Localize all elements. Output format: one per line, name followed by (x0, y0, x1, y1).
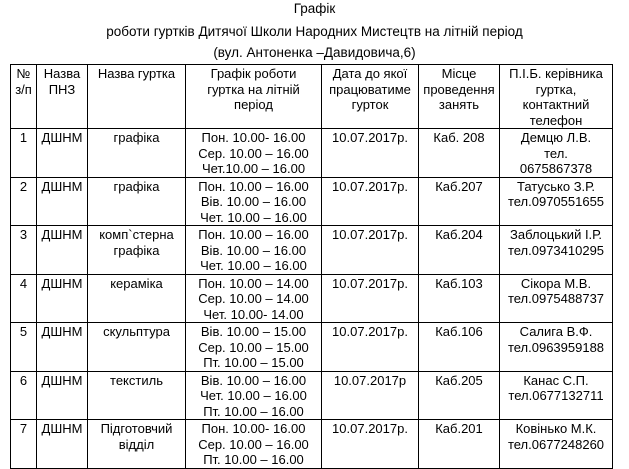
header-text-line: з/п (15, 81, 32, 97)
column-header-schedule (186, 65, 322, 129)
cell-institution: ДШНМ (37, 177, 88, 226)
cell-location: Каб.205 (419, 371, 500, 420)
cell-leader-line: Канас С.П. (523, 372, 589, 388)
cell-institution: ДШНМ (37, 371, 88, 420)
cell-club-name-line: текстиль (110, 372, 163, 388)
cell-schedule-line: Вів. 10.00 – 16.00 (200, 372, 307, 388)
cell-leader-line: тел.0677132711 (508, 388, 604, 403)
header-text-line: працюватиме (329, 81, 411, 97)
cell-leader-line: Заблоцький І.Р. (510, 227, 602, 242)
table-body (11, 129, 613, 469)
cell-location: Каб.204 (419, 226, 500, 275)
column-header-number (11, 65, 37, 129)
cell-leader-line: тел.0975488737 (507, 291, 605, 306)
table-row (11, 129, 613, 178)
table-row (11, 371, 613, 420)
cell-institution: ДШНМ (37, 226, 88, 275)
header-text-line: Дата до якої (332, 66, 408, 81)
cell-schedule-line: Чет.10.00 – 16.00 (201, 161, 306, 176)
cell-institution: ДШНМ (37, 323, 88, 372)
column-header-leader (500, 65, 613, 129)
cell-schedule-line: Сер. 10.00 – 16.00 (198, 145, 309, 161)
cell-leader (500, 177, 613, 226)
document-title: Графік (293, 1, 336, 16)
cell-leader (500, 371, 613, 420)
cell-club-name-line: графіка (113, 130, 160, 145)
header-text-line: № (16, 66, 31, 81)
header-text-line: Графік роботи (210, 66, 297, 81)
header-text-line: гурток (351, 97, 389, 112)
header-text-line: Місце (441, 66, 477, 81)
cell-leader (500, 226, 613, 275)
table-row (11, 177, 613, 226)
cell-leader-line: тел.0677248260 (507, 436, 605, 452)
cell-end-date: 10.07.2017р. (322, 323, 419, 372)
cell-club-name-line: скульптура (103, 324, 170, 339)
cell-schedule-line: Пон. 10.00 – 16.00 (198, 178, 309, 194)
cell-schedule (186, 226, 322, 275)
cell-club-name-line: графіка (113, 178, 160, 194)
cell-location: Каб. 208 (419, 129, 500, 178)
cell-leader-line: тел.0973410295 (507, 242, 605, 258)
cell-club-name-line: комп`стерна (99, 227, 174, 242)
cell-schedule-line: Сер. 10.00 – 16.00 (198, 436, 309, 452)
cell-schedule (186, 420, 322, 469)
cell-leader-line: тел. (544, 145, 568, 161)
header-text-line: телефон (529, 112, 583, 128)
cell-number: 6 (11, 371, 37, 420)
cell-number: 1 (11, 129, 37, 178)
cell-schedule-line: Чет. 10.00 – 16.00 (200, 388, 307, 403)
cell-schedule (186, 323, 322, 372)
cell-number: 5 (11, 323, 37, 372)
cell-location: Каб.106 (419, 323, 500, 372)
header-text-line: контактний (522, 97, 590, 112)
cell-leader-line: Сікора М.В. (520, 275, 592, 291)
header-text-line: гуртка на літній (207, 81, 300, 97)
cell-club-name (88, 323, 186, 372)
column-header-institution (37, 65, 88, 129)
cell-leader-line: тел.0970551655 (507, 194, 605, 209)
cell-club-name (88, 274, 186, 323)
cell-leader-line: Демцю Л.В. (520, 130, 592, 145)
schedule-table (10, 64, 613, 469)
cell-schedule (186, 177, 322, 226)
cell-club-name (88, 177, 186, 226)
cell-schedule-line: Пон. 10.00 – 16.00 (198, 227, 309, 242)
cell-number: 7 (11, 420, 37, 469)
cell-leader-line: Татусько З.Р. (517, 178, 595, 194)
cell-end-date: 10.07.2017р. (322, 274, 419, 323)
cell-leader-line: 0675867378 (519, 161, 593, 176)
header-text-line: Назва гуртка (97, 66, 176, 81)
header-text-line: період (234, 97, 273, 112)
header-text-line: занять (438, 97, 480, 112)
cell-schedule (186, 129, 322, 178)
cell-club-name-line: кераміка (110, 275, 163, 291)
cell-institution: ДШНМ (37, 129, 88, 178)
cell-leader-line: Ковінько М.К. (515, 421, 597, 436)
header-text-line: П.І.Б. керівника (509, 66, 603, 81)
column-header-club-name (88, 65, 186, 129)
cell-location: Каб.207 (419, 177, 500, 226)
cell-club-name (88, 420, 186, 469)
cell-location: Каб.201 (419, 420, 500, 469)
document-subtitle: роботи гуртків Дитячої Школи Народних Мистецтв на літній період (106, 24, 523, 39)
cell-leader-line: тел.0963959188 (507, 339, 605, 355)
cell-club-name-line: відділ (118, 436, 155, 452)
cell-schedule-line: Сер. 10.00 – 14.00 (198, 291, 309, 306)
cell-schedule-line: Пт. 10.00 – 16.00 (203, 403, 304, 419)
cell-end-date: 10.07.2017р. (322, 420, 419, 469)
cell-schedule-line: Вів. 10.00 – 16.00 (200, 242, 307, 258)
cell-number: 3 (11, 226, 37, 275)
cell-club-name-line: графіка (113, 242, 160, 258)
cell-schedule (186, 274, 322, 323)
cell-leader-line: Салига В.Ф. (519, 324, 593, 339)
cell-schedule-line: Вів. 10.00 – 16.00 (200, 194, 307, 209)
cell-leader (500, 323, 613, 372)
header-text-line: проведення (423, 81, 495, 97)
cell-end-date: 10.07.2017р. (322, 129, 419, 178)
cell-club-name (88, 371, 186, 420)
cell-end-date: 10.07.2017р. (322, 226, 419, 275)
cell-institution: ДШНМ (37, 274, 88, 323)
table-row (11, 323, 613, 372)
cell-institution: ДШНМ (37, 420, 88, 469)
cell-schedule-line: Чет. 10.00- 14.00 (203, 306, 304, 322)
cell-club-name (88, 129, 186, 178)
header-text-line: Назва (43, 66, 81, 81)
cell-number: 4 (11, 274, 37, 323)
cell-leader (500, 420, 613, 469)
cell-schedule-line: Пон. 10.00- 16.00 (201, 421, 306, 436)
column-header-end-date (322, 65, 419, 129)
header-text-line: ПНЗ (48, 81, 76, 97)
column-header-location (419, 65, 500, 129)
cell-number: 2 (11, 177, 37, 226)
table-row (11, 420, 613, 469)
cell-schedule-line: Пт. 10.00 – 16.00 (203, 452, 304, 467)
cell-location: Каб.103 (419, 274, 500, 323)
cell-schedule-line: Чет. 10.00 – 16.00 (200, 209, 307, 225)
header-text-line: гуртка, (535, 81, 577, 97)
cell-schedule-line: Сер. 10.00 – 15.00 (198, 339, 309, 355)
cell-schedule-line: Вів. 10.00 – 15.00 (200, 324, 307, 339)
cell-end-date: 10.07.2017р (322, 371, 419, 420)
cell-end-date: 10.07.2017р. (322, 177, 419, 226)
cell-club-name (88, 226, 186, 275)
cell-schedule-line: Чет. 10.00 – 16.00 (200, 258, 307, 273)
document-address: (вул. Антоненка –Давидовича,6) (213, 45, 416, 60)
cell-schedule-line: Пон. 10.00- 16.00 (201, 130, 306, 145)
cell-club-name-line: Підготовчий (100, 421, 173, 436)
table-row (11, 274, 613, 323)
cell-schedule (186, 371, 322, 420)
cell-schedule-line: Пон. 10.00 – 14.00 (198, 275, 309, 291)
table-row (11, 226, 613, 275)
cell-leader (500, 274, 613, 323)
cell-schedule-line: Пт. 10.00 – 15.00 (203, 355, 304, 370)
table-header-row (11, 65, 613, 129)
cell-leader (500, 129, 613, 178)
